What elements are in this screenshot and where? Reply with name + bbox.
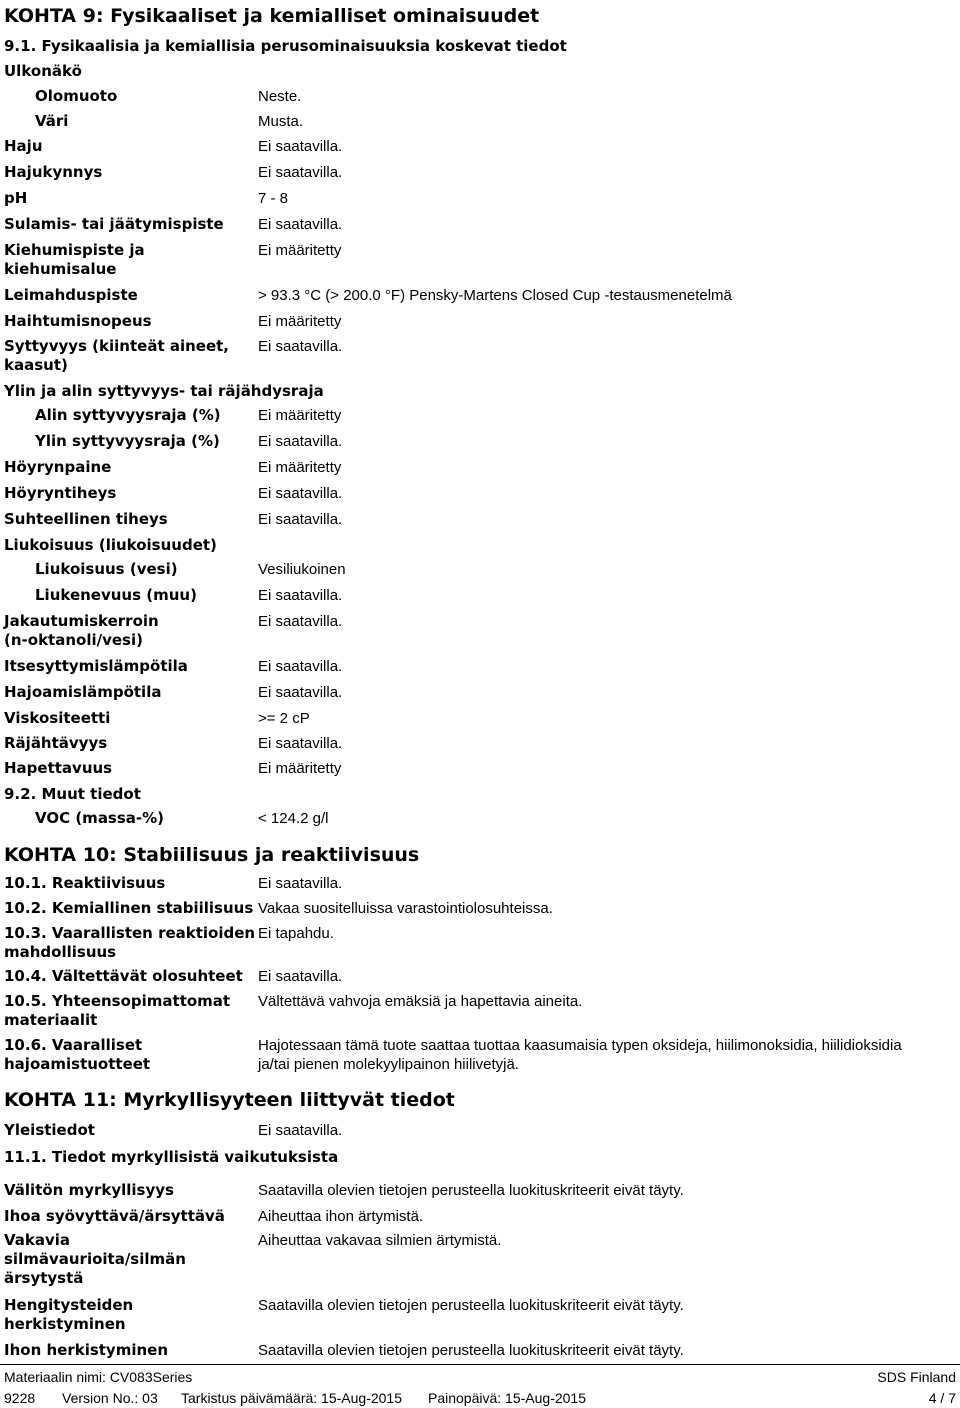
label-hapettavuus: Hapettavuus <box>4 759 113 777</box>
label-kiehumis-1: Kiehumispiste ja <box>4 241 145 259</box>
label-hengitysteiden-1: Hengitysteiden <box>4 1296 134 1314</box>
label-haju: Haju <box>4 137 43 155</box>
label-ulkonako: Ulkonäkö <box>4 62 82 80</box>
subsection-9-2-title: 9.2. Muut tiedot <box>4 785 141 803</box>
label-voc: VOC (massa-%) <box>35 809 165 827</box>
section-9-title: KOHTA 9: Fysikaaliset ja kemialliset ominaisuudet <box>4 5 540 27</box>
label-viskositeetti: Viskositeetti <box>4 709 111 727</box>
value-valiton-myrkyllisyys: Saatavilla olevien tietojen perusteella luokituskriteerit eivät täyty. <box>258 1182 684 1199</box>
value-suhteellinen-tiheys: Ei saatavilla. <box>258 511 343 528</box>
label-yhteensopimattomat-2: materiaalit <box>4 1011 98 1029</box>
label-valtettavat-olosuhteet: 10.4. Vältettävät olosuhteet <box>4 967 243 985</box>
label-hengitysteiden-2: herkistyminen <box>4 1315 126 1333</box>
value-syttyvyys: Ei saatavilla. <box>258 338 343 355</box>
value-alin: Ei määritetty <box>258 407 342 424</box>
label-vari: Väri <box>35 112 69 130</box>
value-yhteensopimattomat: Vältettävä vahvoja emäksiä ja hapettavia aineita. <box>258 993 583 1010</box>
value-vari: Musta. <box>258 113 304 130</box>
label-liukoisuus-header: Liukoisuus (liukoisuudet) <box>4 536 217 554</box>
label-sulamis: Sulamis- tai jäätymispiste <box>4 215 224 233</box>
value-hapettavuus: Ei määritetty <box>258 760 342 777</box>
value-ihon-herkistyminen: Saatavilla olevien tietojen perusteella luokituskriteerit eivät täyty. <box>258 1342 684 1359</box>
value-voc: < 124.2 g/l <box>258 810 329 827</box>
value-jakautumis: Ei saatavilla. <box>258 613 343 630</box>
label-raja-header: Ylin ja alin syttyvyys- tai räjähdysraja <box>4 382 324 400</box>
value-kemiallinen-stabiilisuus: Vakaa suositelluissa varastointiolosuhteissa. <box>258 900 553 917</box>
value-rajahtavyys: Ei saatavilla. <box>258 735 343 752</box>
label-vaaralliset-reaktiot-2: mahdollisuus <box>4 943 117 961</box>
label-liukenevuus-muu: Liukenevuus (muu) <box>35 586 197 604</box>
value-itsesyttymis: Ei saatavilla. <box>258 658 343 675</box>
label-vakava-silma-2: silmävaurioita/silmän <box>4 1250 186 1268</box>
footer-code: 9228 <box>4 1390 36 1406</box>
label-yleistiedot: Yleistiedot <box>4 1121 95 1139</box>
value-haju: Ei saatavilla. <box>258 138 343 155</box>
value-sulamis: Ei saatavilla. <box>258 216 343 233</box>
footer-revision-date: Tarkistus päivämäärä: 15-Aug-2015 <box>181 1390 403 1406</box>
value-kiehumis: Ei määritetty <box>258 242 342 259</box>
value-liukoisuus-vesi: Vesiliukoinen <box>258 561 346 578</box>
label-jakautumis-2: (n-oktanoli/vesi) <box>4 631 143 649</box>
label-vaaralliset-reaktiot-1: 10.3. Vaarallisten reaktioiden <box>4 924 256 942</box>
label-kiehumis-2: kiehumisalue <box>4 260 117 278</box>
label-valiton-myrkyllisyys: Välitön myrkyllisyys <box>4 1181 174 1199</box>
value-vaaralliset-reaktiot: Ei tapahdu. <box>258 925 334 942</box>
footer-sds-label: SDS Finland <box>877 1369 956 1385</box>
value-hengitysteiden: Saatavilla olevien tietojen perusteella luokituskriteerit eivät täyty. <box>258 1297 684 1314</box>
label-liukoisuus-vesi: Liukoisuus (vesi) <box>35 560 178 578</box>
label-reaktiivisuus: 10.1. Reaktiivisuus <box>4 874 166 892</box>
label-ylin: Ylin syttyvyysraja (%) <box>35 432 220 450</box>
label-yhteensopimattomat-1: 10.5. Yhteensopimattomat <box>4 992 231 1010</box>
label-syttyvyys-1: Syttyvyys (kiinteät aineet, <box>4 337 229 355</box>
label-leimahdus: Leimahduspiste <box>4 286 138 304</box>
label-hoyrynpaine: Höyrynpaine <box>4 458 112 476</box>
footer-material-name: Materiaalin nimi: CV083Series <box>4 1369 193 1385</box>
label-hajoamis: Hajoamislämpötila <box>4 683 162 701</box>
value-ylin: Ei saatavilla. <box>258 433 343 450</box>
label-hajoamistuotteet-1: 10.6. Vaaralliset <box>4 1036 143 1054</box>
label-ph: pH <box>4 189 28 207</box>
value-hajoamistuotteet-1: Hajotessaan tämä tuote saattaa tuottaa kaasumaisia typen oksideja, hiilimonoksidia, hiilidioksidia <box>258 1037 902 1054</box>
value-ph: 7 - 8 <box>258 190 289 207</box>
value-viskositeetti: >= 2 cP <box>258 710 310 727</box>
footer-print-date: Painopäivä: 15-Aug-2015 <box>428 1390 587 1406</box>
section-11-title: KOHTA 11: Myrkyllisyyteen liittyvät tiedot <box>4 1089 455 1111</box>
value-haihtumis: Ei määritetty <box>258 313 342 330</box>
label-rajahtavyys: Räjähtävyys <box>4 734 108 752</box>
label-ihoa-syovyttava: Ihoa syövyttävä/ärsyttävä <box>4 1207 225 1225</box>
value-hoyryntiheys: Ei saatavilla. <box>258 485 343 502</box>
value-valtettavat-olosuhteet: Ei saatavilla. <box>258 968 343 985</box>
label-jakautumis-1: Jakautumiskerroin <box>4 612 159 630</box>
value-hajoamis: Ei saatavilla. <box>258 684 343 701</box>
label-haihtumis: Haihtumisnopeus <box>4 312 152 330</box>
value-ihoa-syovyttava: Aiheuttaa ihon ärtymistä. <box>258 1208 424 1225</box>
label-hajoamistuotteet-2: hajoamistuotteet <box>4 1055 151 1073</box>
label-olomuoto: Olomuoto <box>35 87 118 105</box>
label-itsesyttymis: Itsesyttymislämpötila <box>4 657 188 675</box>
value-hajukynnys: Ei saatavilla. <box>258 164 343 181</box>
value-hoyrynpaine: Ei määritetty <box>258 459 342 476</box>
value-leimahdus: > 93.3 °C (> 200.0 °F) Pensky-Martens Closed Cup -testausmenetelmä <box>258 287 732 304</box>
value-yleistiedot: Ei saatavilla. <box>258 1122 343 1139</box>
label-vakava-silma-3: ärsytystä <box>4 1269 84 1287</box>
value-hajoamistuotteet-2: ja/tai pienen molekyylipainon hiilivetyjä. <box>258 1056 519 1073</box>
footer-version: Version No.: 03 <box>62 1390 158 1406</box>
subsection-9-1-title: 9.1. Fysikaalisia ja kemiallisia perusominaisuuksia koskevat tiedot <box>4 37 567 55</box>
footer-divider <box>0 1364 960 1365</box>
label-kemiallinen-stabiilisuus: 10.2. Kemiallinen stabiilisuus <box>4 899 254 917</box>
subsection-11-1-title: 11.1. Tiedot myrkyllisistä vaikutuksista <box>4 1148 339 1166</box>
value-liukenevuus-muu: Ei saatavilla. <box>258 587 343 604</box>
label-syttyvyys-2: kaasut) <box>4 356 68 374</box>
label-hoyryntiheys: Höyryntiheys <box>4 484 117 502</box>
label-vakava-silma-1: Vakavia <box>4 1231 71 1249</box>
value-vakava-silma: Aiheuttaa vakavaa silmien ärtymistä. <box>258 1232 502 1249</box>
label-ihon-herkistyminen: Ihon herkistyminen <box>4 1341 169 1359</box>
value-olomuoto: Neste. <box>258 88 302 105</box>
section-10-title: KOHTA 10: Stabiilisuus ja reaktiivisuus <box>4 844 420 866</box>
label-hajukynnys: Hajukynnys <box>4 163 103 181</box>
label-suhteellinen-tiheys: Suhteellinen tiheys <box>4 510 168 528</box>
footer-page-number: 4 / 7 <box>928 1390 956 1406</box>
value-reaktiivisuus: Ei saatavilla. <box>258 875 343 892</box>
label-alin: Alin syttyvyysraja (%) <box>35 406 221 424</box>
